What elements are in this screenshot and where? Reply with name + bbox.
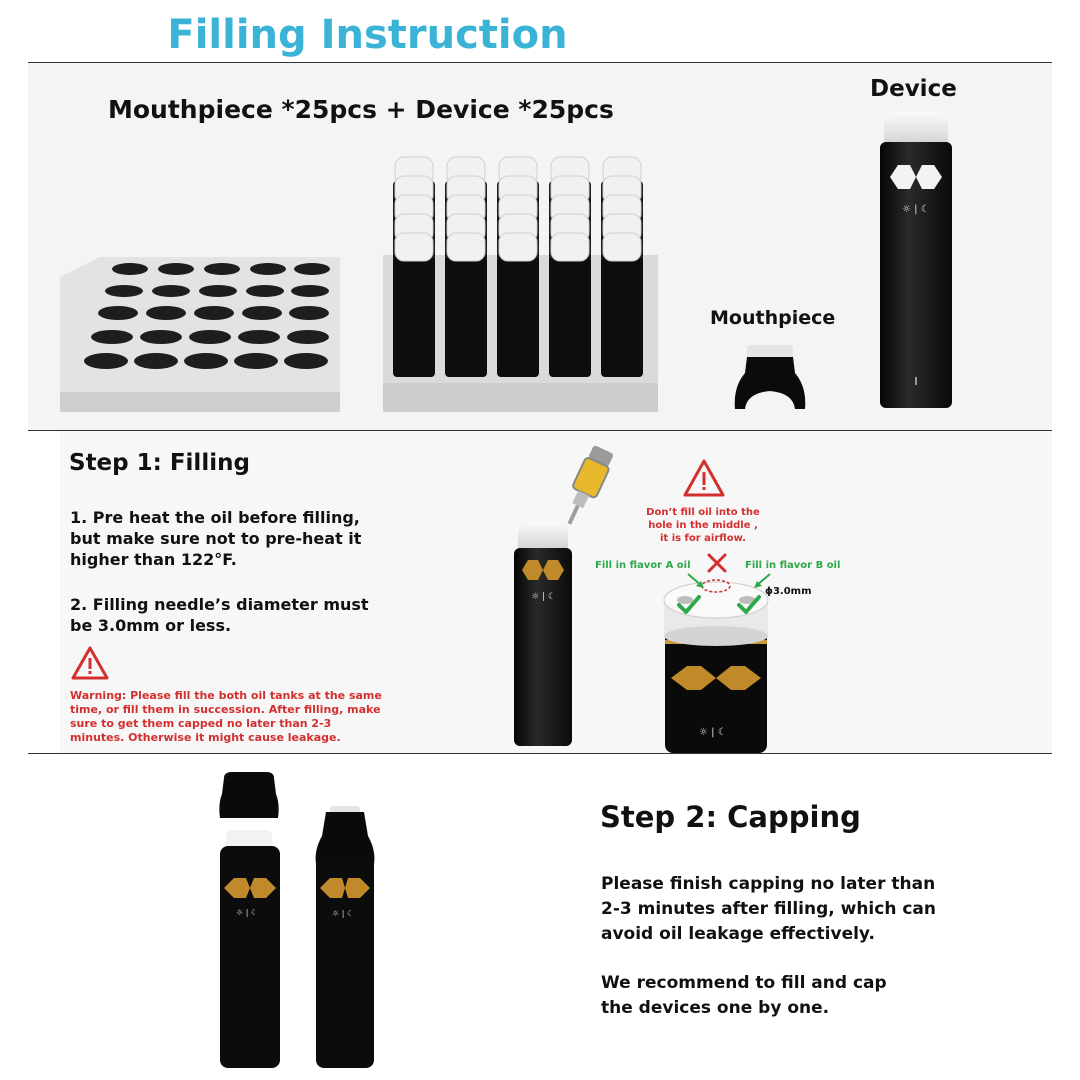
sun-moon-icon: ☼ | ☾ [902, 204, 930, 215]
warning-triangle-icon [682, 458, 726, 498]
airflow-hole-note: Don’t fill oil into the hole in the middle , it is for airflow. [646, 507, 760, 544]
tray-device [393, 257, 435, 377]
tray-device-top [395, 233, 433, 261]
sun-moon-icon: ☼ | ☾ [531, 592, 556, 602]
step1-preheat-text: 1. Pre heat the oil before filling, but make sure not to pre-heat it higher than 122°F. [70, 508, 362, 569]
tray-device-top [499, 233, 537, 261]
capping-illustration-closed [312, 806, 378, 1070]
device-filling-illustration [514, 522, 572, 748]
tray-device [445, 257, 487, 377]
page-title: Filling Instruction [167, 12, 568, 58]
device-illustration [878, 112, 954, 410]
arrow-icon [686, 572, 706, 590]
tray-device [497, 257, 539, 377]
step2-capping-text: Please finish capping no later than 2-3 minutes after filling, which can avoid oil leakage effectively. [601, 874, 937, 944]
device-label: Device [870, 76, 957, 102]
warning-triangle-icon [70, 645, 110, 681]
tray-device [601, 257, 643, 377]
tray-device [549, 257, 591, 377]
mouthpiece-label: Mouthpiece [710, 307, 836, 329]
step1-heading: Step 1: Filling [69, 450, 250, 476]
step2-recommend-text: We recommend to fill and cap the devices one by one. [601, 973, 887, 1018]
svg-text:☼ | ☾: ☼ | ☾ [332, 909, 355, 918]
mouthpiece-illustration [733, 343, 807, 411]
mouthpiece-tray-slots [60, 257, 340, 387]
svg-text:☼ | ☾: ☼ | ☾ [236, 908, 259, 917]
divider-2 [28, 753, 1052, 754]
tray-device-top [603, 233, 641, 261]
syringe-illustration [548, 440, 618, 530]
capping-illustration-open [214, 770, 284, 1070]
svg-text:☼ | ☾: ☼ | ☾ [699, 727, 727, 738]
x-mark-icon [706, 552, 728, 574]
device-tray [383, 155, 658, 412]
check-icon [736, 594, 762, 616]
step1-needle-text: 2. Filling needle’s diameter must be 3.0mm or less. [70, 595, 369, 635]
tray-device-top [551, 233, 589, 261]
arrow-icon [752, 572, 772, 590]
flavor-b-label: Fill in flavor B oil [745, 560, 841, 571]
tray-device-top [447, 233, 485, 261]
step1-warning-text: Warning: Please fill the both oil tanks at the same time, or fill them in succession. After filling, make sure to get them capped no later than 2-3 minutes. Otherwise it might cause leakage. [70, 689, 382, 744]
needle-diameter-label: ϕ3.0mm [765, 586, 812, 597]
kit-contents-heading: Mouthpiece *25pcs + Device *25pcs [108, 95, 614, 124]
step2-heading: Step 2: Capping [600, 800, 861, 834]
check-icon [676, 594, 702, 616]
flavor-a-label: Fill in flavor A oil [595, 560, 691, 571]
